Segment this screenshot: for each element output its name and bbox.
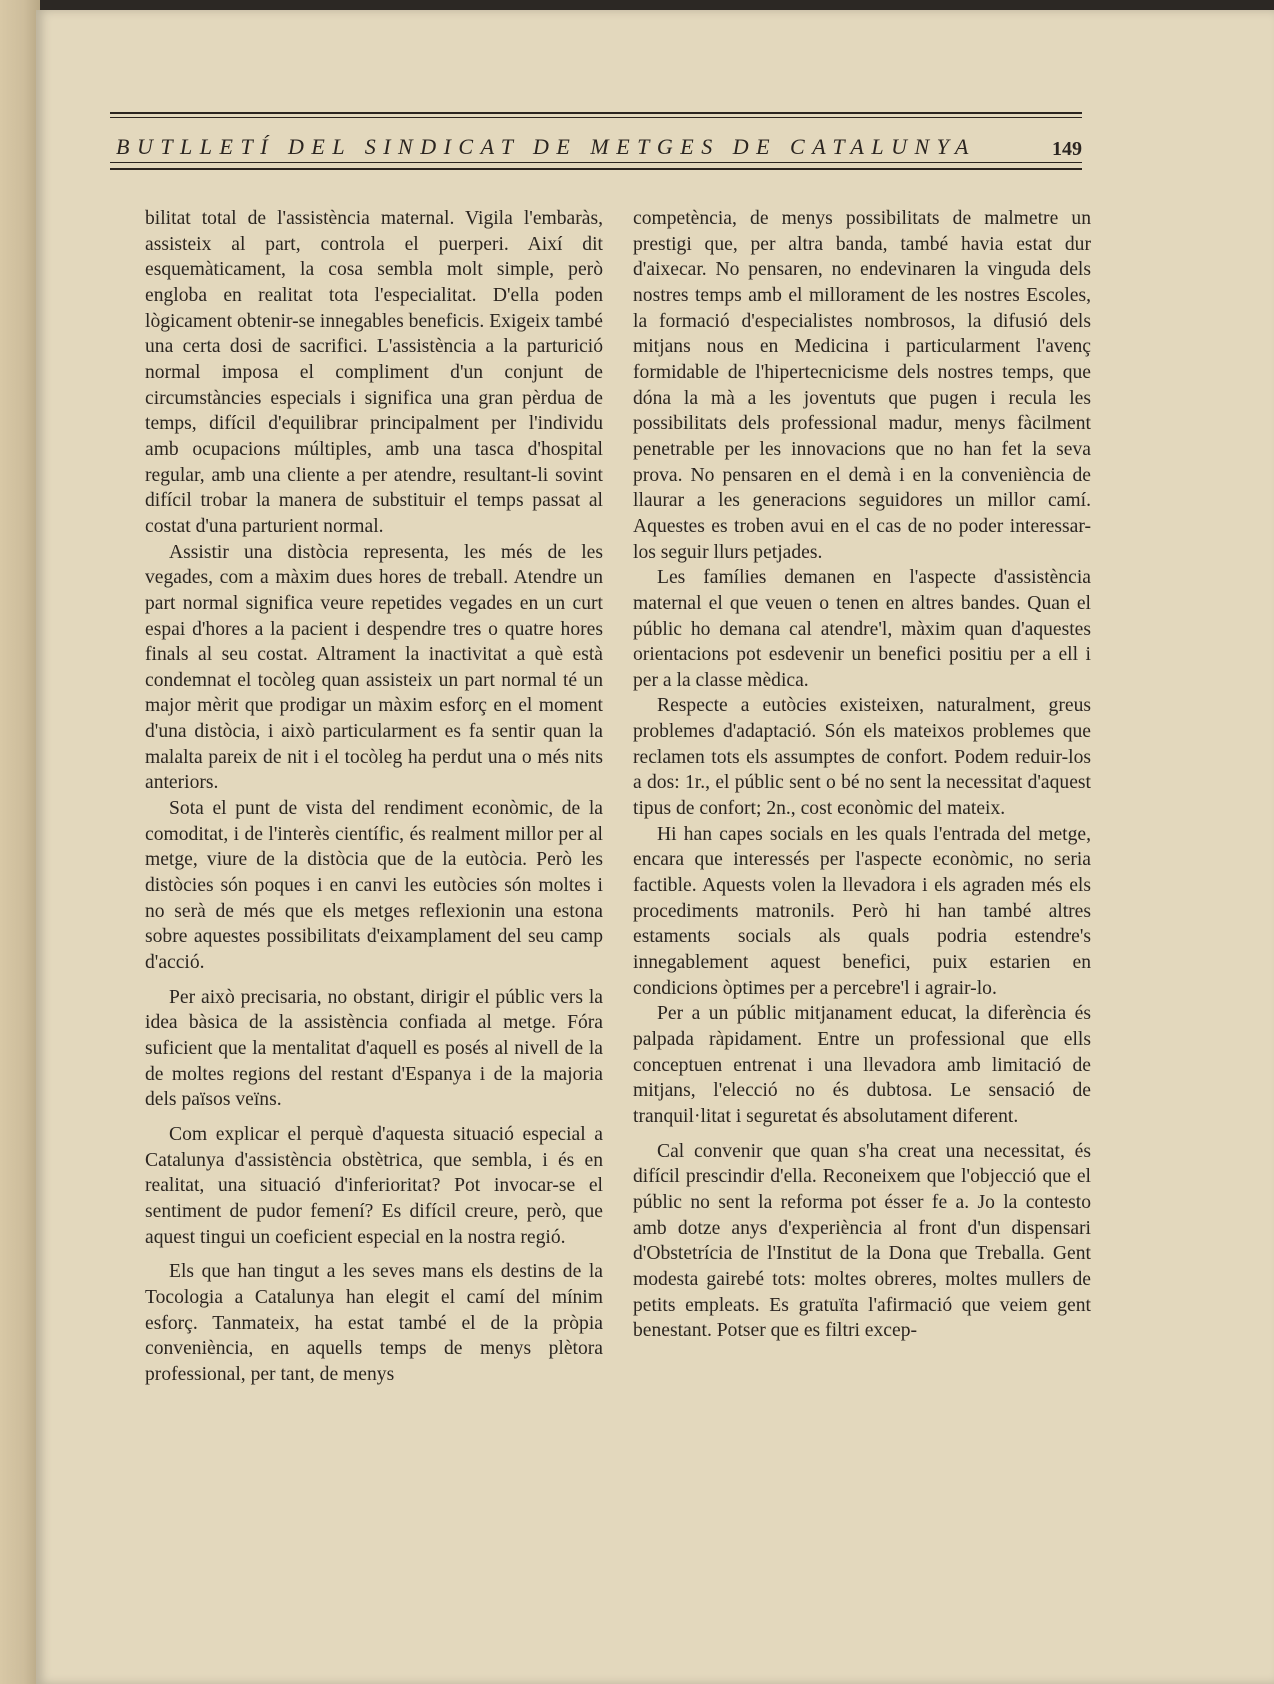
paragraph: Assistir una distòcia representa, les més de les vegades, com a màxim dues hores de treball. Atendre un part normal significa veure repetides vegades en un curt espai d'hores a la pacient i despendre tres o quatre hores finals al seu costat. Altrament la inactivitat a què està condemnat el tocòleg quan assisteix un part normal té un major mèrit que prodigar un màxim esforç en el moment d'una distòcia, i això particularment es fa sentir quan la malalta pareix de nit i el tocòleg ha perdut una o més nits anteriors. xyxy=(145,541,603,794)
paragraph: Per això precisaria, no obstant, dirigir el públic vers la idea bàsica de la assistència confiada al metge. Fóra suficient que la mentalitat d'aquell es posés al nivell de la de moltes regions del restant d'Espanya i de la majoria dels països veïns. xyxy=(145,986,603,1111)
left-column xyxy=(145,206,603,1388)
paragraph: Per a un públic mitjanament educat, la diferència és palpada ràpidament. Entre un professional que ells conceptuen entrenat i una llevadora amb limitació de mitjans, l'elecció no és dubtosa. Le sensació de tranquil·litat i seguretat és absolutament diferent. xyxy=(633,1003,1091,1127)
page-number: 149 xyxy=(1052,138,1082,160)
paragraph: bilitat total de l'assistència maternal. Vigila l'embaràs, assisteix al part, controla el puerperi. Així dit esquemàticament, la cosa sembla molt simple, però engloba en realitat tota l'especialitat. D'ella poden lògicament obtenir-se innegables beneficis. Exigeix també una certa dosi de sacrifici. L'assistència a la parturició normal imposa el compliment d'un conjunt de circumstàncies especials i significa una gran pèrdua de temps, difícil d'equilibrar principalment per l'individu amb ocupacions múltiples, amb una tasca d'hospital regular, amb una cliente a per atendre, resultant-li sovint difícil trobar la manera de substituir el temps passat al costat d'una parturient normal. xyxy=(145,208,603,537)
header-top-rule xyxy=(110,112,1082,114)
paragraph: Com explicar el perquè d'aquesta situació especial a Catalunya d'assistència obstètrica, que sembla, i és en realitat, una situació d'inferioritat? Pot invocar-se el sentiment de pudor femení? Es difícil creure, però, que aquest tingui un coeficient especial en la nostra regió. xyxy=(145,1123,603,1248)
book-spine xyxy=(0,0,40,1684)
paragraph: Sota el punt de vista del rendiment econòmic, de la comoditat, i de l'interès científic, és realment millor per al metge, viure de la distòcia que de la eutòcia. Però les distòcies són poques i en canvi les eutòcies són moltes i no serà de més que els metges reflexionin una estona sobre aquestes possibilitats d'eixamplament del seu camp d'acció. xyxy=(145,798,603,974)
header-bottom-rule-thin xyxy=(110,162,1082,163)
header-bottom-rule xyxy=(110,168,1082,170)
right-column xyxy=(633,206,1091,1344)
paragraph: Les famílies demanen en l'aspecte d'assistència maternal el que veuen o tenen en altres bandes. Quan el públic ho demana cal atendre'l, màxim quan d'aquestes orientacions pot esdevenir un benefici positiu per a ell i per a la classe mèdica. xyxy=(633,567,1091,691)
header-top-rule-thin xyxy=(110,117,1082,118)
running-header xyxy=(110,112,1082,182)
paragraph: Cal convenir que quan s'ha creat una necessitat, és difícil prescindir d'ella. Reconeixem que l'objecció que el públic no sent la reforma pot ésser fe a. Jo la contesto amb dotze anys d'experiència al front d'un dispensari d'Obstetrícia de l'Institut de la Dona que Treballa. Gent modesta gairebé tots: moltes obreres, moltes mullers de petits empleats. Es gratuïta l'afirmació que veiem gent benestant. Potser que es filtri excep- xyxy=(633,1140,1091,1342)
paragraph: Hi han capes socials en les quals l'entrada del metge, encara que interessés per l'aspecte econòmic, no seria factible. Aquests volen la llevadora i els agraden més els procediments matronils. Però hi han també altres estaments socials als quals podria estendre's innegablement aquest benefici, puix estarien en condicions òptimes per a percebre'l i agrair-lo. xyxy=(633,823,1091,999)
paragraph: Respecte a eutòcies existeixen, naturalment, greus problemes d'adaptació. Són els mateixos problemes que reclamen tots els assumptes de confort. Podem reduir-los a dos: 1r., el públic sent o bé no sent la necessitat d'aquest tipus de confort; 2n., cost econòmic del mateix. xyxy=(633,695,1091,820)
paragraph: competència, de menys possibilitats de malmetre un prestigi que, per altra banda, també havia estat dur d'aixecar. No pensaren, no endevinaren la vinguda dels nostres temps amb el millorament de les nostres Escoles, la formació d'especialistes nombrosos, la difusió dels mitjans nous en Medicina i particularment l'avenç formidable de l'hipertecnicisme dels nostres temps, que dóna la mà a les joventuts que pugen i recula les possibilitats dels professional madur, menys fàcilment penetrable per les innovacions que no han fet la seva prova. No pensaren en el demà i en la conveniència de llaurar a les generacions seguidores un millor camí. Aquestes es troben avui en el cas de no poder interessar-los seguir llurs petjades. xyxy=(633,208,1091,563)
paragraph: Els que han tingut a les seves mans els destins de la Tocologia a Catalunya han elegit el camí del mínim esforç. Tanmateix, ha estat també el de la pròpia conveniència, en aquells temps de menys plètora professional, per tant, de menys xyxy=(145,1261,603,1385)
running-title: BUTLLETÍ DEL SINDICAT DE METGES DE CATALUNYA xyxy=(116,134,976,159)
